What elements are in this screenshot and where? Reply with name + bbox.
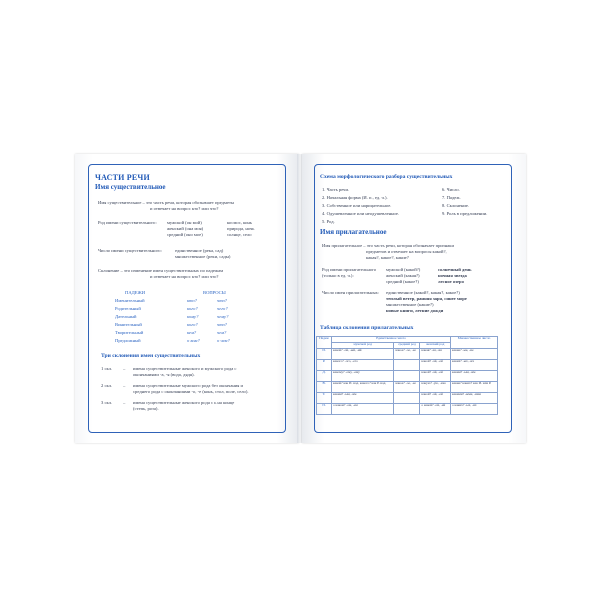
- table-cell: какого? -ого, -его: [332, 360, 394, 371]
- case-name: Творительный: [115, 330, 144, 335]
- case-question: о чем?: [217, 338, 230, 343]
- adj-gender-example: лесное озеро: [438, 279, 464, 284]
- table-cell-case: И.: [317, 349, 332, 360]
- declension-text: (степь, роза).: [133, 406, 159, 411]
- table-cell: [394, 360, 420, 371]
- table-cell: какой? -ой, -ый, -ий: [332, 349, 394, 360]
- case-question: что?: [217, 298, 228, 303]
- adj-gender-row: средний (какое?): [386, 279, 419, 284]
- table-cell: каких? -ых, -их: [451, 360, 498, 371]
- adj-gender-row: мужской (какой?): [386, 267, 421, 272]
- questions-header: ВОПРОСЫ: [203, 290, 226, 295]
- case-question: кем?: [187, 330, 197, 335]
- case-name: Винительный: [115, 322, 142, 327]
- table-cell: какие? -ые, -ие: [451, 349, 498, 360]
- table-cell: о каких? -ых, -их: [451, 404, 498, 415]
- adj-gender-example: солнечный день: [438, 267, 472, 272]
- adjective-definition-line-1: Имя прилагательное – это часть речи, которая обозначает признаки: [322, 243, 454, 248]
- table-row: [317, 393, 498, 404]
- adj-number-row: единственное (какой?, какая?, какое?): [386, 290, 460, 295]
- table-cell-case: П.: [317, 404, 332, 415]
- table-cell-case: Р.: [317, 360, 332, 371]
- declension-table: [316, 336, 498, 415]
- table-cell: [394, 404, 420, 415]
- gender-row: женский (она моя): [167, 226, 204, 231]
- left-page: [75, 154, 299, 443]
- adj-number-row: новые книги, летние дожди: [386, 308, 444, 313]
- adj-gender-example: ночная звезда: [438, 273, 467, 278]
- table-cell: какой? как И. над. какого? как Р. над.: [332, 382, 394, 393]
- table-row: [317, 371, 498, 382]
- table-header-plural: Множественное число: [451, 337, 498, 349]
- gender-example: космос, конь: [227, 220, 252, 225]
- adj-gender-label: (только в ед. ч.):: [322, 273, 354, 278]
- case-question: кого?: [187, 322, 198, 327]
- cases-header: ПАДЕЖИ: [125, 290, 146, 295]
- noun-definition-line-2: и отвечает на вопрос кто? или что?: [150, 206, 219, 211]
- gender-row: средний (оно мое): [167, 232, 203, 237]
- case-name: Именительный: [115, 298, 145, 303]
- table-row: [317, 360, 498, 371]
- gender-example: природа, ночь: [227, 226, 255, 231]
- adj-gender-label: Род имени прилагательного: [322, 267, 377, 272]
- case-question: чему?: [217, 314, 229, 319]
- adj-number-row: теплый ветер, ранняя заря, синее море: [386, 296, 467, 301]
- table-cell: каким? -ым, -им: [451, 371, 498, 382]
- case-question: о ком?: [187, 338, 200, 343]
- case-question: чем?: [217, 330, 227, 335]
- case-name: Дательный: [115, 314, 137, 319]
- declension-dash: –: [123, 366, 126, 371]
- table-cell-case: Д.: [317, 371, 332, 382]
- scheme-item: 5. Род.: [322, 219, 335, 224]
- declension-text: имена существительные мужского рода без окончания и: [133, 383, 243, 388]
- page-title: ЧАСТИ РЕЧИ: [95, 173, 150, 182]
- case-question: кого?: [187, 306, 198, 311]
- table-cell: какую? -ую, -юю: [420, 382, 451, 393]
- table-header-masculine: мужской род: [332, 343, 394, 349]
- table-cell: о каком? -ом, -ем: [332, 404, 394, 415]
- section-title-adjective: Имя прилагательное: [320, 228, 387, 236]
- table-cell: [394, 371, 420, 382]
- table-row: [317, 349, 498, 360]
- table-cell-case: В.: [317, 382, 332, 393]
- table-cell-case: Т.: [317, 393, 332, 404]
- table-cell: о какой? -ой, -ей: [420, 404, 451, 415]
- table-title: Таблица склонения прилагательных: [320, 325, 414, 331]
- number-label: Число имени существительного:: [98, 248, 162, 253]
- table-cell: какие? каких? как И. или Р.: [451, 382, 498, 393]
- scheme-item: 2. Начальная форма (И. п., ед. ч.).: [322, 195, 388, 200]
- open-book: [75, 154, 526, 443]
- table-cell: какое? -ое, -ее: [394, 382, 420, 393]
- adjective-definition-line-2: предметов и отвечает на вопросы какой?,: [366, 249, 447, 254]
- number-row: множественное (реки, сады): [175, 254, 231, 259]
- table-cell: какое? -ое, -ее: [394, 349, 420, 360]
- right-page: [302, 154, 526, 443]
- table-header-case: Падеж: [317, 337, 332, 349]
- declension-definition-line-1: Склонение – это изменение имен существительных по падежам: [98, 268, 224, 273]
- case-question: кому?: [187, 314, 199, 319]
- case-name: Предложный: [115, 338, 141, 343]
- table-cell: какая? -ая, -яя: [420, 349, 451, 360]
- table-cell: каким? -ым, -им: [332, 393, 394, 404]
- declension-dash: –: [123, 383, 126, 388]
- scheme-item: 8. Склонение.: [442, 203, 470, 208]
- adj-gender-row: женский (какая?): [386, 273, 420, 278]
- case-question: что?: [217, 322, 228, 327]
- table-cell: какими? -ыми, -ими: [451, 393, 498, 404]
- noun-definition-line-1: Имя существительное – это часть речи, которая обозначает предметы: [98, 200, 235, 205]
- adj-number-row: множественное (какие?): [386, 302, 434, 307]
- table-row: [317, 404, 498, 415]
- section-title-noun: Имя существительное: [95, 183, 166, 191]
- declension-text: окончаниями -а, -я (вода, дядя).: [133, 372, 195, 377]
- scheme-item: 7. Падеж.: [442, 195, 461, 200]
- declension-text: имена существительные женского рода с ь на конце: [133, 400, 235, 405]
- declension-definition-line-2: и отвечает на вопрос кто? или что?: [150, 274, 219, 279]
- case-question: кто?: [187, 298, 197, 303]
- table-cell: какой? -ой, -ей: [420, 393, 451, 404]
- scheme-item: 4. Одушевленное или неодушевленное.: [322, 211, 400, 216]
- three-declensions-title: Три склонения имен существительных: [101, 353, 201, 359]
- table-row: [317, 382, 498, 393]
- declension-text: среднего рода с окончаниями -о, -е (конь, стол, поле, село).: [133, 389, 249, 394]
- declension-number: 3 скл.: [101, 400, 113, 405]
- table-header-feminine: женский род: [420, 343, 451, 349]
- gender-row: мужской (он мой): [167, 220, 202, 225]
- case-question: чего?: [217, 306, 228, 311]
- scheme-item: 9. Роль в предложении.: [442, 211, 488, 216]
- table-cell: какой? -ой, -ей: [420, 360, 451, 371]
- table-cell: [394, 393, 420, 404]
- declension-text: имена существительные женского и мужского рода с: [133, 366, 237, 371]
- number-row: единственное (река, сад): [175, 248, 224, 253]
- scheme-item: 3. Собственное или нарицательное.: [322, 203, 392, 208]
- declension-number: 1 скл.: [101, 366, 113, 371]
- adjective-definition-line-3: какая?, какое?, какие?: [366, 255, 409, 260]
- gender-label: Род имени существительного:: [98, 220, 157, 225]
- table-header-singular: Единственное число: [332, 337, 451, 343]
- declension-dash: –: [123, 400, 126, 405]
- gender-example: солнце, село: [227, 232, 252, 237]
- case-name: Родительный: [115, 306, 141, 311]
- table-cell: какому? -ому, -ему: [332, 371, 394, 382]
- table-header-neuter: средний род: [394, 343, 420, 349]
- adj-number-label: Число имен прилагательных:: [322, 290, 380, 295]
- scheme-title: Схема морфологического разбора существительных: [320, 174, 453, 180]
- scheme-item: 6. Число.: [442, 187, 460, 192]
- table-cell: какой? -ой, -ей: [420, 371, 451, 382]
- declension-number: 2 скл.: [101, 383, 113, 388]
- scheme-item: 1. Часть речи.: [322, 187, 350, 192]
